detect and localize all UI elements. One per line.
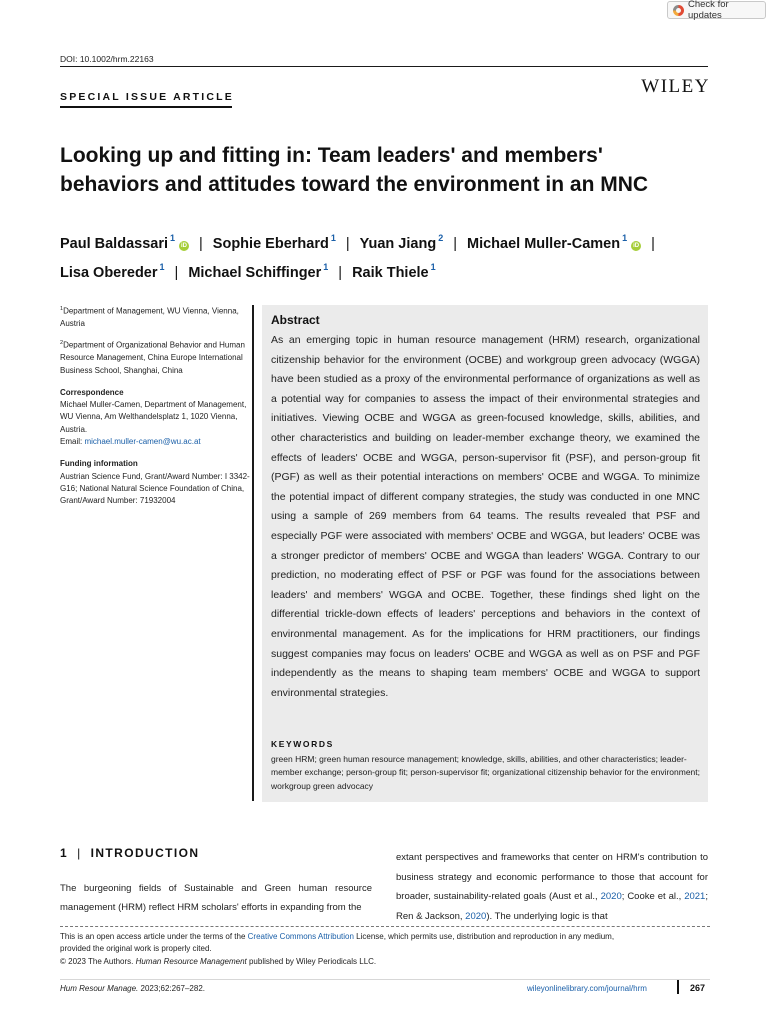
author-name[interactable]: Michael Muller-Camen xyxy=(466,236,621,252)
author-line xyxy=(60,227,720,256)
citation-link[interactable]: 2020 xyxy=(600,891,622,902)
license-link[interactable]: Creative Commons Attribution xyxy=(247,932,354,941)
abstract-text: As an emerging topic in human resource management (HRM) research, organizational citizenship behavior for the environment (OCBE) and workgroup green advocacy (WGGA) have been studied as a proxy of the environmental performance of organizations as well as a potential way for companies to assess the impact of their environmental strategies and initiatives. Viewing OCBE and WGGA as green-focused knowledge, skills, abilities, and other characteristics and building on leader-member exchange theory, we examined the effects of leaders' OCBE and WGGA, person-supervisor fit (PSF), and person-group fit (PGF) as well as their potential interactions on members' OCBE and WGGA. To minimize the potential impact of different company strategies, the study was conducted in one MNC using a sample of 269 members from 64 teams. The results revealed that PSF and especially PGF were associated with members' OCBE and WGGA, but leaders' OCBE was a stronger predictor of members' OCBE and WGGA than leaders' WGGA. Contrary to our prediction, no moderating effect of PSF or PGF was found for the associations between leaders' and members' WGGA and OCBE. Together, these findings shed light on the differential trickle-down effects of leaders' perceptions and behaviors in the context of environmental management. As for the implications for HRM practitioners, our findings suggest companies may focus on leaders' OCBE and WGGA as well as on PSF and PGF independently as the means to shaping team members' OCBE and WGGA to support environmental strategies. xyxy=(271,334,700,699)
check-for-updates-label: Check for updates xyxy=(688,0,729,21)
title-line: behaviors and attitudes toward the environment in an MNC xyxy=(60,173,649,196)
author-name[interactable]: Lisa Obereder xyxy=(60,265,158,281)
author-separator: | xyxy=(338,265,343,281)
funding-label: Funding information xyxy=(60,459,138,469)
article-info-column xyxy=(60,303,250,514)
body-text-right: extant perspectives and frameworks that center on HRM's contribution to business strategy and economic performance to those that account for broader, sustainability-related goals (Aust et al., 2020; Cooke et al., 2021; Ren & Jackson, 2020). The underlying logic is that xyxy=(396,852,708,922)
article-title xyxy=(60,141,720,199)
section-heading xyxy=(60,846,199,860)
affiliation-2: $^2$Department of Organizational Behavior and Human Resource Management, China Europe International Business School, Shanghai, China xyxy=(60,340,245,375)
author-list xyxy=(60,227,720,285)
abstract-heading: Abstract xyxy=(271,313,320,327)
section-separator: | xyxy=(77,846,82,860)
journal-citation: Hum Resour Manage. 2023;62:267–282. xyxy=(60,984,205,993)
author-line xyxy=(60,256,720,285)
crossmark-icon xyxy=(673,5,684,16)
header-rule xyxy=(60,66,708,67)
citation-link[interactable]: 2021 xyxy=(684,891,706,902)
section-number: 1 xyxy=(60,846,69,860)
license-divider xyxy=(60,926,710,927)
page-number: 267 xyxy=(690,983,706,993)
footer-rule xyxy=(60,979,710,980)
keywords-heading: KEYWORDS xyxy=(271,739,334,749)
citation-link[interactable]: 2020 xyxy=(465,910,487,922)
email-link[interactable]: michael.muller-camen@wu.ac.at xyxy=(84,436,201,446)
journal-website-link[interactable]: wileyonlinelibrary.com/journal/hrm xyxy=(527,984,647,993)
affiliation-1: $^1$Department of Management, WU Vienna, Vienna, Austria xyxy=(60,306,239,328)
orcid-icon[interactable]: iD xyxy=(633,243,640,249)
author-affiliation[interactable]: 1 xyxy=(323,262,329,272)
license-line: provided the original work is properly cited. xyxy=(60,944,212,954)
copyright-line: © 2023 The Authors. Human Resource Management published by Wiley Periodicals LLC. xyxy=(60,956,377,966)
check-for-updates-button[interactable] xyxy=(667,1,766,19)
author-affiliation[interactable]: 1 xyxy=(330,233,336,243)
keywords-text: green HRM; green human resource management; knowledge, skills, abilities, and other characteristics; leader-member exchange; person-group fit; person-supervisor fit; organizational citizenship behavior for the environment; workgroup green advocacy xyxy=(271,754,701,791)
author-name[interactable]: Sophie Eberhard xyxy=(212,236,329,252)
author-affiliation[interactable]: 1 xyxy=(159,262,165,272)
author-separator: | xyxy=(345,236,350,252)
author-name[interactable]: Michael Schiffinger xyxy=(188,265,322,281)
author-separator: | xyxy=(174,265,179,281)
author-affiliation[interactable]: 1 xyxy=(430,262,436,272)
title-line: Looking up and fitting in: Team leaders' and members' xyxy=(60,144,603,167)
doi: DOI: 10.1002/hrm.22163 xyxy=(60,54,154,64)
author-affiliation[interactable]: 1 xyxy=(170,233,176,243)
author-name[interactable]: Paul Baldassari xyxy=(60,236,168,252)
author-name[interactable]: Yuan Jiang xyxy=(359,236,437,252)
publisher-logo: WILEY xyxy=(641,76,710,97)
email-label: Email: xyxy=(60,436,85,446)
orcid-icon[interactable]: iD xyxy=(181,243,188,249)
section-title: INTRODUCTION xyxy=(90,846,200,860)
article-type-underline xyxy=(60,106,232,108)
author-separator: | xyxy=(651,236,655,252)
author-name[interactable]: Raik Thiele xyxy=(352,265,429,281)
author-affiliation[interactable]: 2 xyxy=(438,233,444,243)
license-line: This is an open access article under the terms of the Creative Commons Attribution License, which permits use, distribution and reproduction in any medium, xyxy=(60,932,615,941)
abstract-divider xyxy=(252,305,254,801)
author-separator: | xyxy=(199,236,203,252)
correspondence xyxy=(60,387,250,448)
funding-text: Austrian Science Fund, Grant/Award Number: I 3342-G16; National Natural Science Foundation of China, Grant/Award Number: 71932004 xyxy=(60,471,250,506)
body-text-left: The burgeoning fields of Sustainable and Green human resource management (HRM) reflect HRM scholars' efforts in expanding from the xyxy=(60,883,372,913)
article-type: SPECIAL ISSUE ARTICLE xyxy=(60,91,234,103)
correspondence-text: Michael Muller-Camen, Department of Management, WU Vienna, Am Welthandelsplatz 1, 1020 Vienna, Austria. xyxy=(60,400,247,434)
author-separator: | xyxy=(453,236,457,252)
correspondence-label: Correspondence xyxy=(60,387,124,397)
license-notice xyxy=(60,931,710,968)
page-number-bar xyxy=(677,980,679,994)
author-affiliation[interactable]: 1 xyxy=(622,233,628,243)
funding xyxy=(60,458,250,507)
